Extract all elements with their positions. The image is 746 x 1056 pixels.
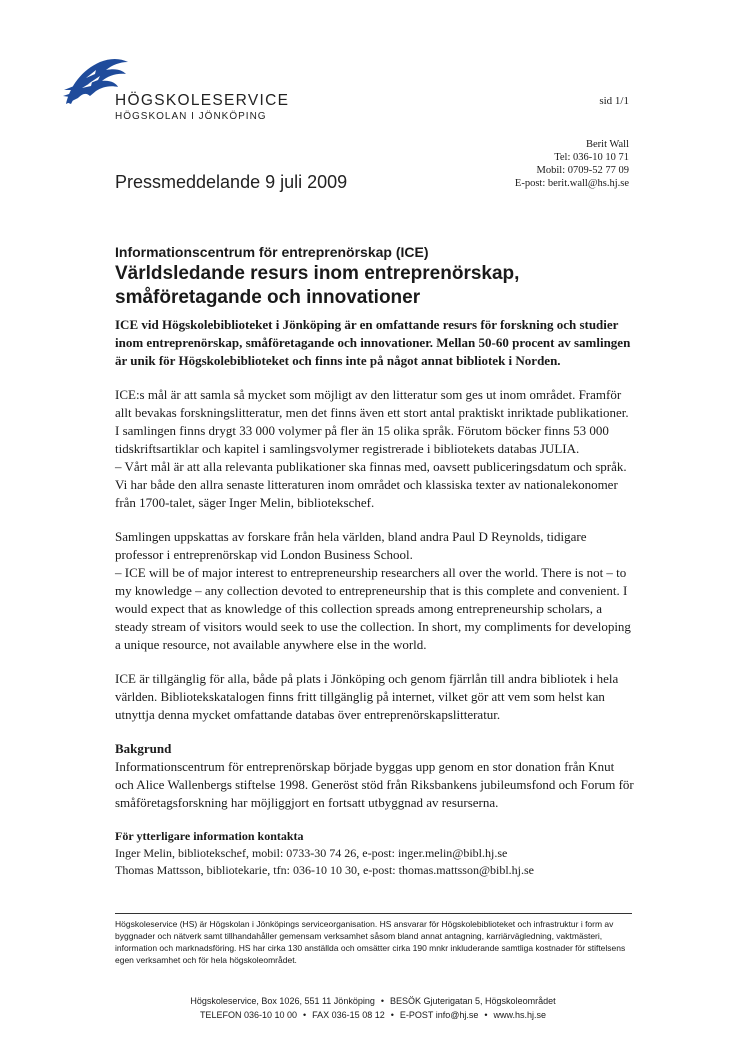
background-heading: Bakgrund xyxy=(115,741,172,756)
footer-visit-address: BESÖK Gjuterigatan 5, Högskoleområdet xyxy=(390,996,556,1006)
paragraph-collection-text: ICE:s mål är att samla så mycket som möjligt av den litteratur som ges ut inom området. Framför allt bevakas forskningslitteratur, men det finns även ett stort antal praktiskt inriktade publikationer. I samlingen finns drygt 33 000 volymer på fler än 15 olika språk. Förutom böcker finns 53 000 tidskriftsartiklar och kapitel i samlingsvolymer registrerade i bibliotekets databas JULIA. xyxy=(115,387,629,456)
separator-icon: • xyxy=(390,1010,394,1020)
footer-address xyxy=(0,994,746,1022)
article-kicker: Informationscentrum för entreprenörskap (ICE) xyxy=(115,244,429,260)
more-info-heading: För ytterligare information kontakta xyxy=(115,829,304,843)
separator-icon: • xyxy=(484,1010,488,1020)
footer-website[interactable]: www.hs.hj.se xyxy=(493,1010,547,1020)
article-body xyxy=(115,244,635,879)
org-subtitle: HÖGSKOLAN I JÖNKÖPING xyxy=(115,111,267,122)
article-lead: ICE vid Högskolebiblioteket i Jönköping är en omfattande resurs för forskning och studier inom entreprenörskap, småföretagande och innovationer. Mellan 50-60 procent av samlingen är unik för Högskolebiblioteket och finns inte på något annat bibliotek i Norden. xyxy=(115,317,631,368)
contact-mobile: Mobil: 0709-52 77 09 xyxy=(536,165,629,176)
separator-icon: • xyxy=(380,996,384,1006)
footer-fax: FAX 036-15 08 12 xyxy=(312,1010,385,1020)
footer-description: Högskoleservice (HS) är Högskolan i Jönköpings serviceorganisation. HS ansvarar för Högskolebiblioteket och infrastruktur i form av byggnader och nätverk samt tillhandahåller gemensam verksamhet såsom bland annat antagning, karriärvägledning, vaktmästeri, information och marknadsföring. HS har cirka 130 anställda och omsätter cirka 190 mnkr inkluderande samtliga kostnader för stiftelsens egen verksamhet och för hela högskoleområdet. xyxy=(115,919,626,965)
contact-name: Berit Wall xyxy=(586,139,629,150)
footer-address-line-2 xyxy=(0,1008,746,1022)
separator-icon: • xyxy=(303,1010,307,1020)
quote-reynolds: – ICE will be of major interest to entrepreneurship researchers all over the world. There is not – to my knowledge – any collection devoted to entrepreneurship that is this complete and convenient. I would expect that as knowledge of this collection spreads among entrepreneurship scholars, a steady stream of visitors would seek to use the collection. In short, my compliments for developing a unique resource, not available anywhere else in the world. xyxy=(115,565,631,652)
contact-inger-melin: Inger Melin, bibliotekschef, mobil: 0733-30 74 26, e-post: inger.melin@bibl.hj.se xyxy=(115,846,508,860)
contact-email: E-post: berit.wall@hs.hj.se xyxy=(514,178,629,189)
contact-thomas-mattsson: Thomas Mattsson, bibliotekarie, tfn: 036-10 10 30, e-post: thomas.mattsson@bibl.hj.se xyxy=(115,863,535,877)
paragraph-collection xyxy=(115,386,635,512)
footer-email[interactable]: E-POST info@hj.se xyxy=(399,1010,479,1020)
page-number: sid 1/1 xyxy=(599,95,629,107)
contact-tel: Tel: 036-10 10 71 xyxy=(554,152,629,163)
quote-inger-melin: – Vårt mål är att alla relevanta publikationer ska finnas med, oavsett publiceringsdatum och språk. Vi har både den allra senaste litteraturen inom området och klassiska texter av nationalekonomer från 1700-talet, säger Inger Melin, bibliotekschef. xyxy=(115,459,627,510)
paragraph-availability: ICE är tillgänglig för alla, både på plats i Jönköping och genom fjärrlån till andra bibliotek i hela världen. Bibliotekskatalogen finns fritt tillgänglig på internet, vilket gör att vem som helst kan utnyttja denna mycket omfattande databas över entreprenörskapslitteratur. xyxy=(115,671,619,722)
article-headline: Världsledande resurs inom entreprenörskap, småföretagande och innovationer xyxy=(115,263,520,308)
press-contact xyxy=(515,138,629,190)
paragraph-reynolds-text: Samlingen uppskattas av forskare från hela världen, bland andra Paul D Reynolds, tidigare professor i entreprenörskap vid London Business School. xyxy=(115,529,587,562)
footer-phone: TELEFON 036-10 10 00 xyxy=(199,1010,297,1020)
press-release-title: Pressmeddelande 9 juli 2009 xyxy=(115,172,348,192)
footer-postal-address: Högskoleservice, Box 1026, 551 11 Jönköping xyxy=(190,996,375,1006)
paragraph-reynolds xyxy=(115,528,635,654)
org-name: HÖGSKOLESERVICE xyxy=(115,92,290,109)
footer-divider xyxy=(115,913,632,914)
background-text: Informationscentrum för entreprenörskap började byggas upp genom en stor donation från Knut och Alice Wallenbergs stiftelse 1998. Generöst stöd från Riksbankens jubileumsfond och Forum för småföretagsforskning har möjliggjort en fortsatt utbyggnad av resurserna. xyxy=(115,759,634,810)
footer-address-line-1 xyxy=(0,994,746,1008)
